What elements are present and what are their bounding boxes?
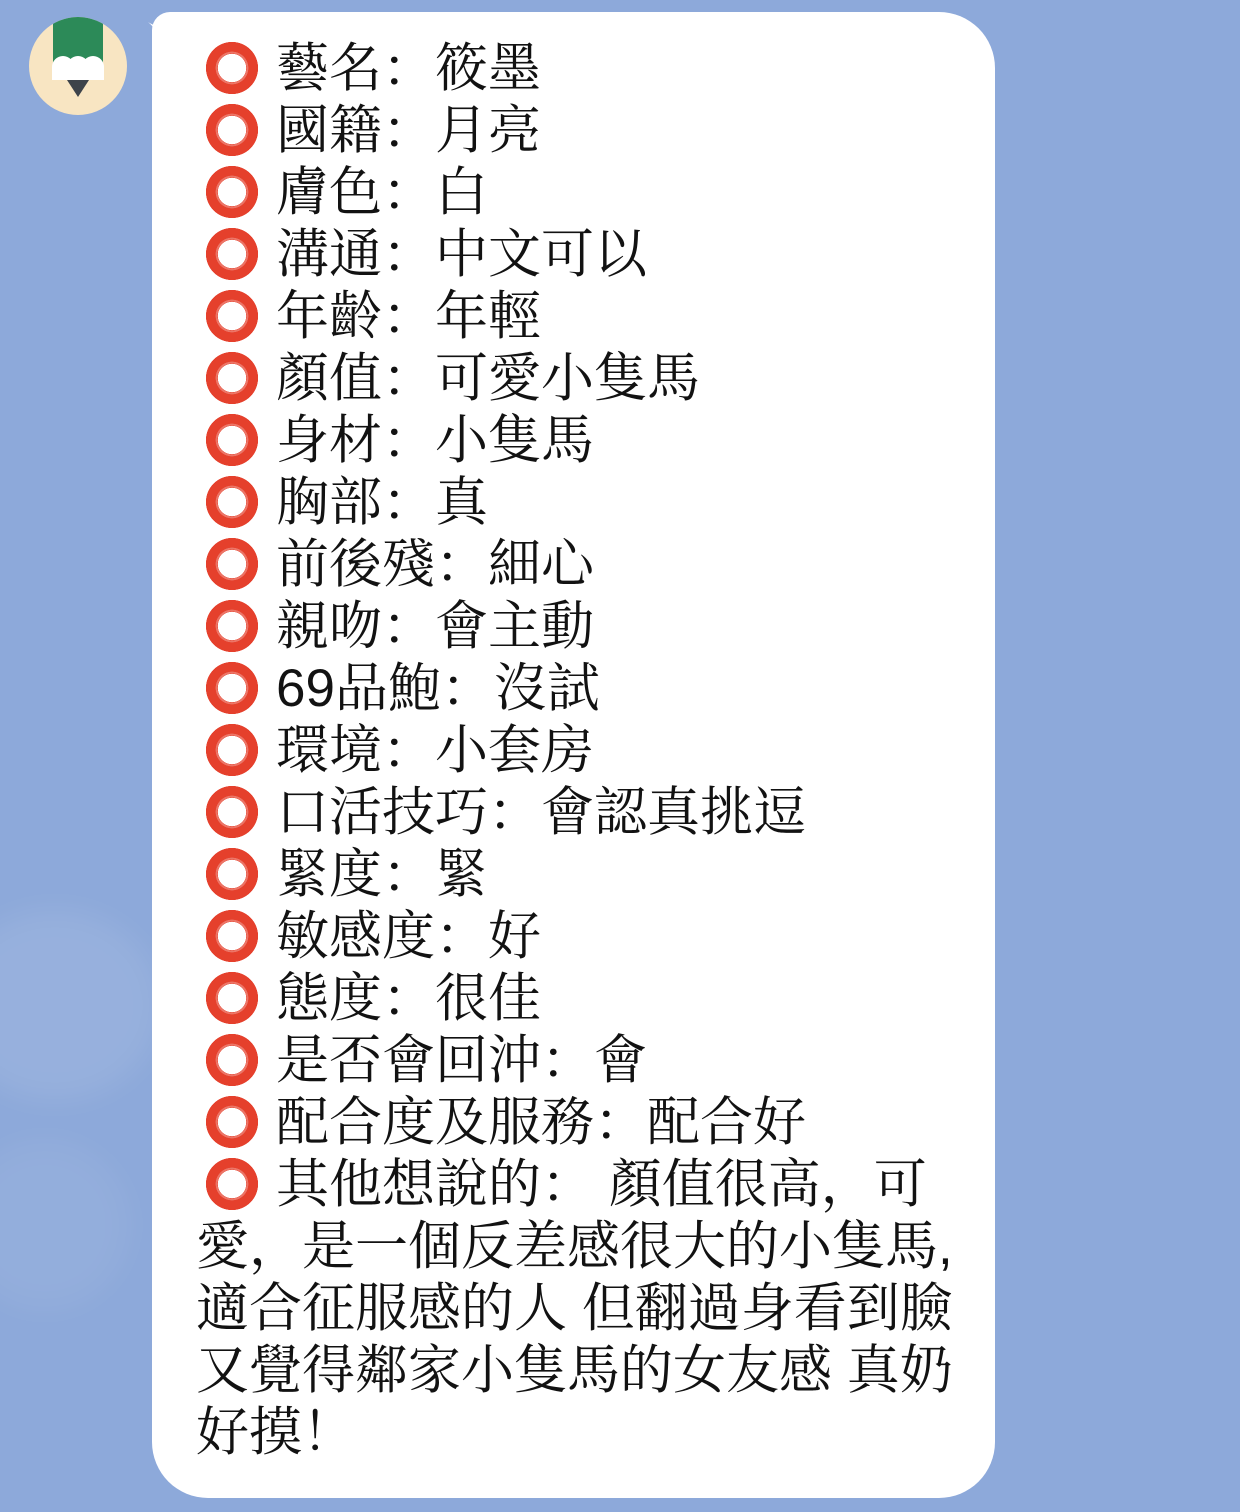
red-circle-emoji [205,351,259,405]
field-colon: ： [440,659,494,718]
field-value: 會認真挑逗 [541,783,806,842]
red-circle-emoji [205,165,259,219]
message-text [196,38,953,1464]
profile-line [196,348,953,410]
red-circle-emoji [205,785,259,839]
bubble-tail [146,12,190,70]
red-circle-emoji [205,971,259,1025]
wallpaper-smudge [0,1140,130,1310]
field-value: 會 [594,1031,647,1090]
red-circle-emoji [205,227,259,281]
field-value: 小套房 [435,721,594,780]
profile-line [196,906,953,968]
avatar[interactable] [29,17,127,115]
field-colon: ： [382,473,435,532]
field-label: 年齡 [276,287,382,346]
field-colon: ： [382,287,435,346]
field-colon: ： [382,39,435,98]
field-value: 緊 [435,845,488,904]
field-colon: ： [594,1093,647,1152]
pencil-wood [52,67,104,80]
field-value: 會主動 [435,597,594,656]
field-value: 小隻馬 [435,411,594,470]
profile-line [196,162,953,224]
field-label: 敏感度 [276,907,435,966]
field-value: 真 [435,473,488,532]
field-colon: ： [382,101,435,160]
field-value: 筱墨 [435,39,541,98]
field-value: 白 [435,163,488,222]
field-label: 環境 [276,721,382,780]
field-value: 細心 [488,535,594,594]
red-circle-emoji [205,103,259,157]
field-label: 態度 [276,969,382,1028]
field-label: 其他想說的 [276,1155,541,1214]
field-colon: ： [435,907,488,966]
red-circle-emoji [205,413,259,467]
red-circle-emoji [205,661,259,715]
field-label: 身材 [276,411,382,470]
field-label: 胸部 [276,473,382,532]
field-label: 緊度 [276,845,382,904]
field-value: 好 [488,907,541,966]
field-value: 很佳 [435,969,541,1028]
field-colon: ： [541,1031,594,1090]
wallpaper-smudge [0,910,160,1100]
field-colon: ： [382,845,435,904]
profile-line [196,410,953,472]
red-circle-emoji [205,537,259,591]
red-circle-emoji [205,909,259,963]
field-colon: ： [382,349,435,408]
profile-line [196,224,953,286]
profile-line [196,596,953,658]
profile-line [196,844,953,906]
field-colon: ： [382,969,435,1028]
red-circle-emoji [205,723,259,777]
field-colon: ： [435,535,488,594]
field-label: 前後殘 [276,535,435,594]
red-circle-emoji [205,847,259,901]
field-value: 顏值很高，可愛，是一個反差感很大的小隻馬, 適合征服感的人 但翻過身看到臉又覺得鄰家小隻馬的女友感 真奶好摸！ [196,1155,953,1462]
field-label: 69品鮑 [276,659,441,718]
field-label: 是否會回沖 [276,1031,541,1090]
profile-line [196,658,953,720]
profile-line [196,1030,953,1092]
profile-line [196,782,953,844]
field-colon: ： [382,721,435,780]
field-value: 中文可以 [435,225,647,284]
field-value: 可愛小隻馬 [435,349,700,408]
profile-line [196,38,953,100]
pencil-tip [67,80,89,97]
field-label: 國籍 [276,101,382,160]
field-value: 配合好 [647,1093,806,1152]
field-label: 溝通 [276,225,382,284]
field-value: 月亮 [435,101,541,160]
field-colon: ： [382,163,435,222]
field-value: 年輕 [435,287,541,346]
field-label: 膚色 [276,163,382,222]
red-circle-emoji [205,599,259,653]
field-label: 口活技巧 [276,783,488,842]
field-value: 沒試 [493,659,600,718]
profile-line [196,286,953,348]
red-circle-emoji [205,475,259,529]
field-label: 親吻 [276,597,382,656]
red-circle-emoji [205,1095,259,1149]
field-colon: ： [382,411,435,470]
profile-line [196,472,953,534]
field-colon: ： [541,1155,594,1214]
field-label: 藝名 [276,39,382,98]
field-colon: ： [488,783,541,842]
red-circle-emoji [205,1157,259,1211]
red-circle-emoji [205,1033,259,1087]
profile-line [196,1092,953,1154]
field-colon: ： [382,225,435,284]
red-circle-emoji [205,289,259,343]
profile-line [196,100,953,162]
red-circle-emoji [205,41,259,95]
field-colon: ： [382,597,435,656]
message-bubble[interactable] [152,12,995,1498]
profile-line [196,1154,953,1464]
profile-line [196,534,953,596]
field-label: 配合度及服務 [276,1093,594,1152]
profile-line [196,720,953,782]
field-label: 顏值 [276,349,382,408]
profile-line [196,968,953,1030]
